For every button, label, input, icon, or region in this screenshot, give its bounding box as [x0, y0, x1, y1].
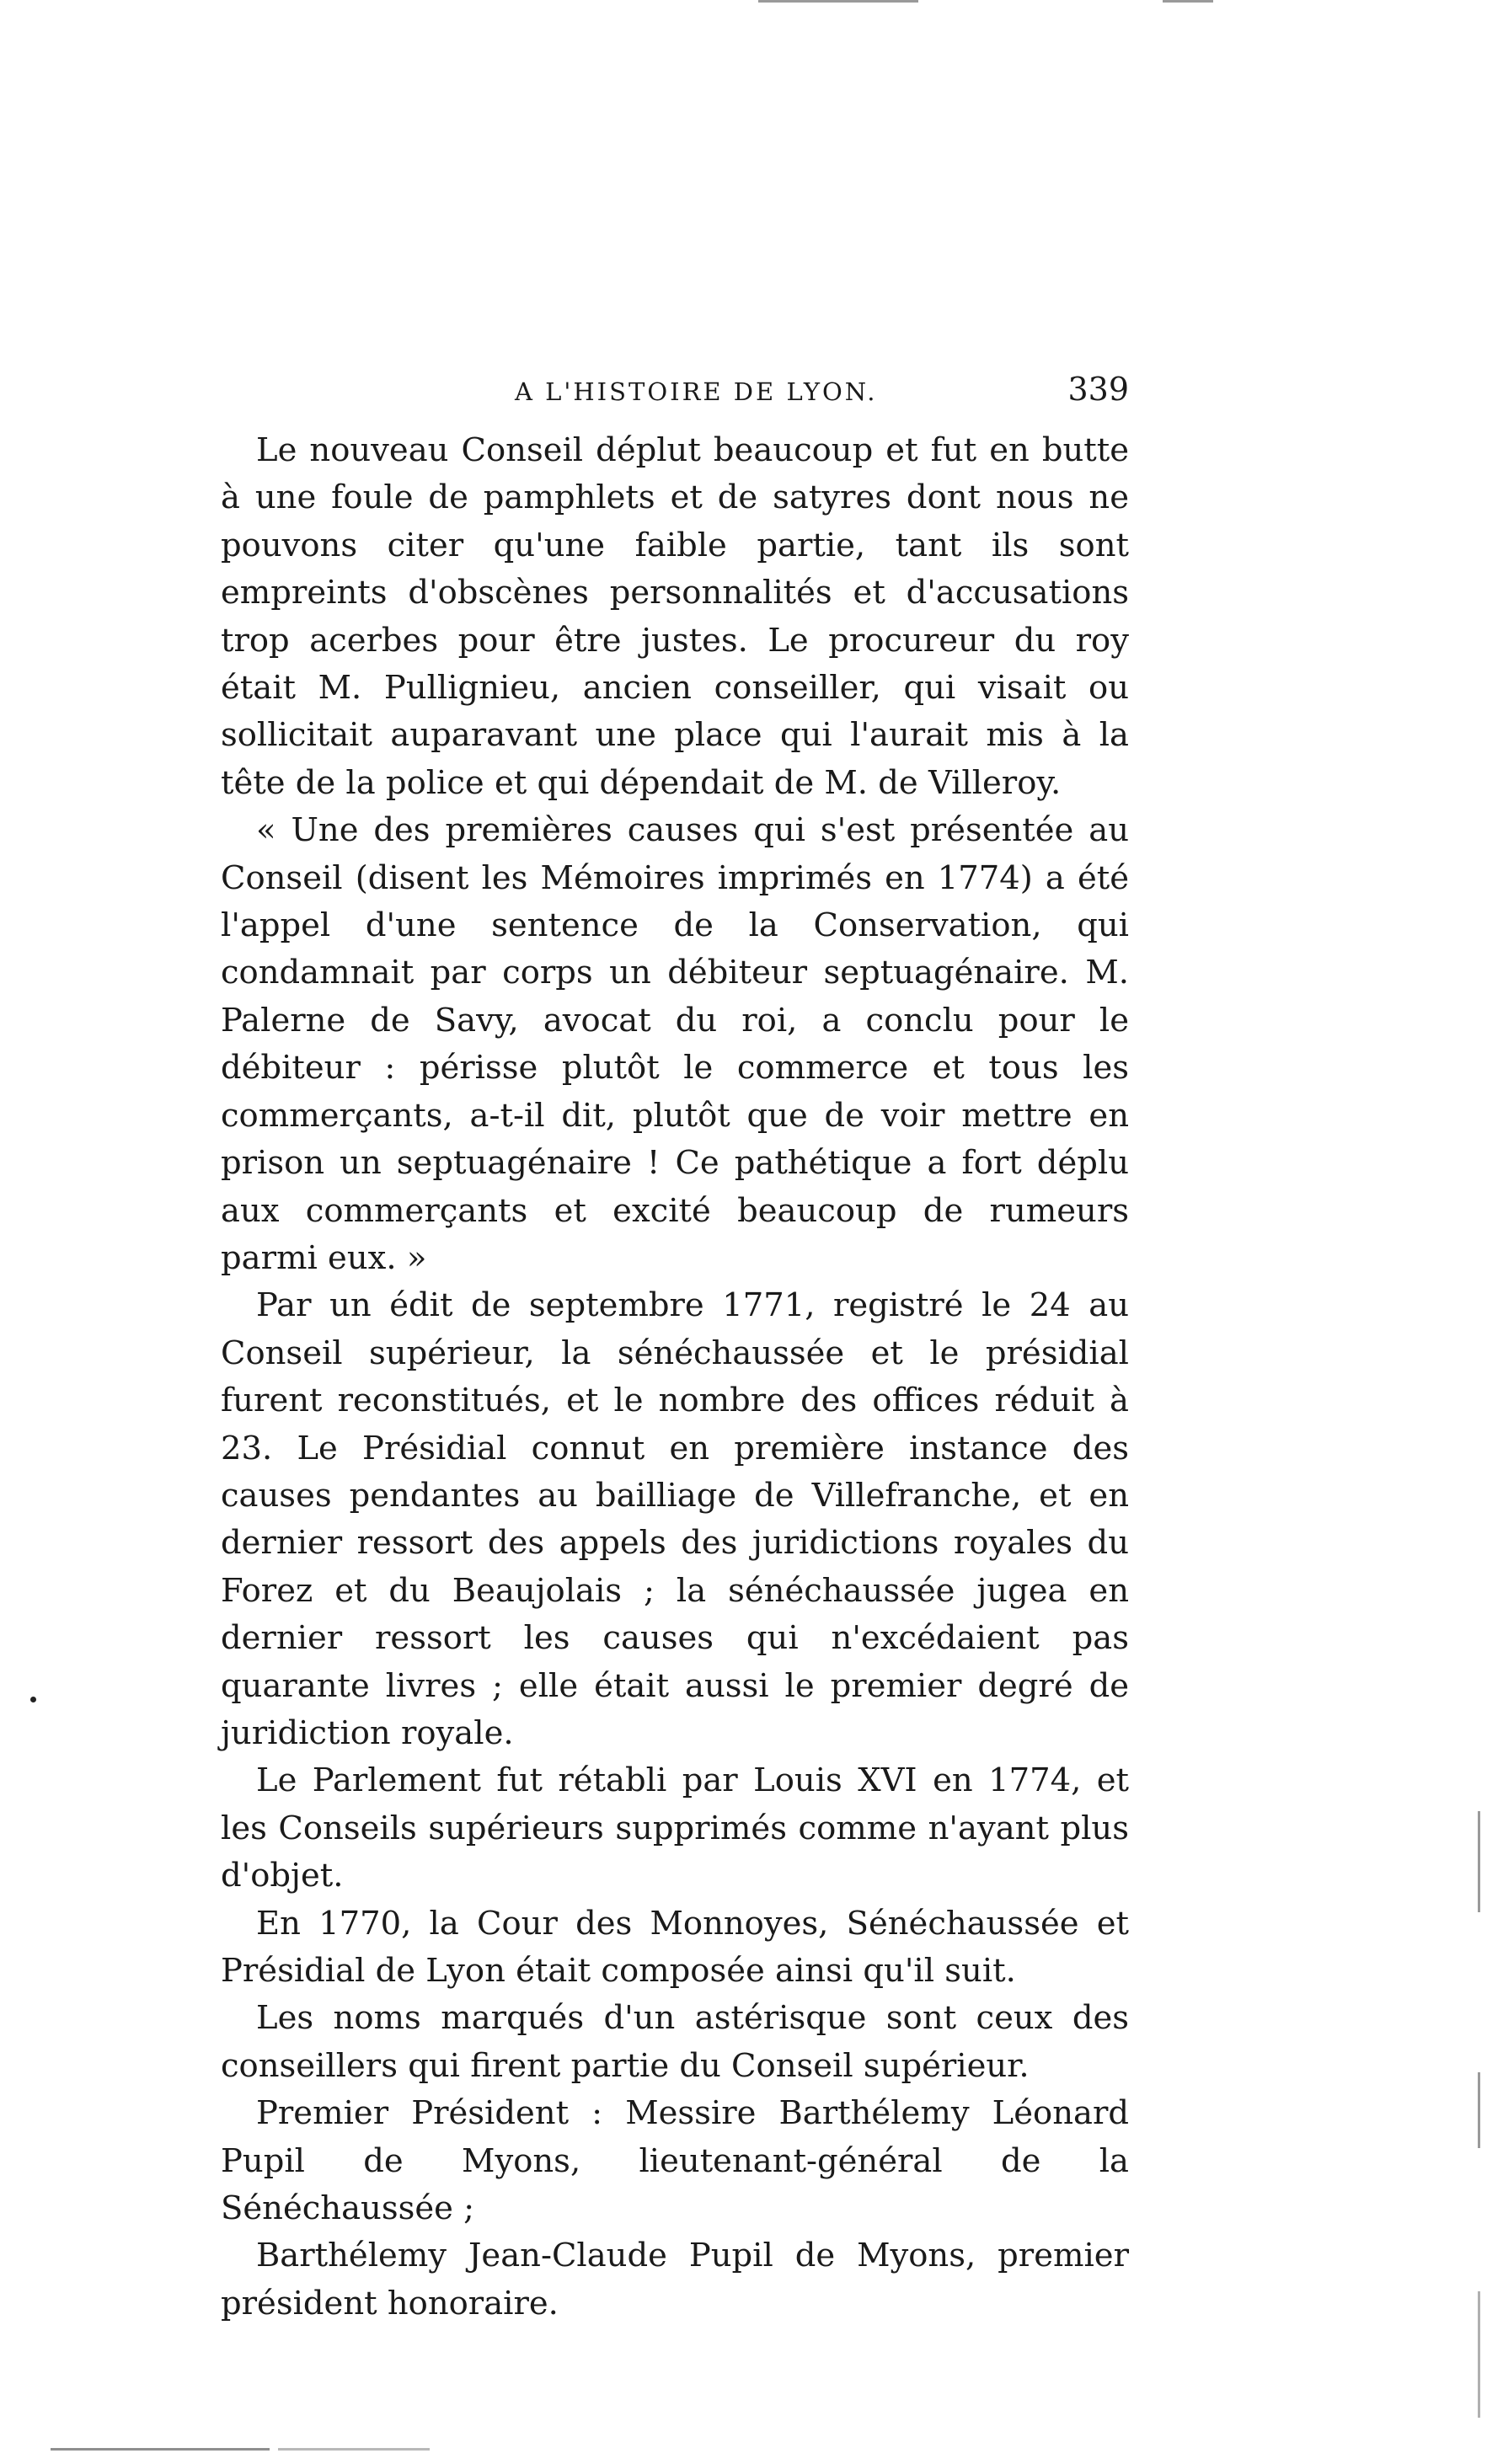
running-title: A L'HISTOIRE DE LYON. [515, 377, 878, 406]
paragraph: Barthélemy Jean-Claude Pupil de Myons, premier président honoraire. [221, 2237, 1129, 2322]
scan-speck [30, 1697, 36, 1702]
paragraph: Le nouveau Conseil déplut beaucoup et fut en butte à une foule de pamphlets et de satyres dont nous ne pouvons citer qu'une faible partie, tant ils sont empreints d'obscènes personnalités et d'accusations trop acerbes pour être justes. Le procureur du roy était M. Pullignieu, ancien conseiller, qui visait ou sollicitait auparavant une place qui l'aurait mis à la tête de la police et qui dépendait de M. de Villeroy. [221, 431, 1129, 802]
page-number: 339 [1067, 371, 1129, 408]
scan-edge-mark-bottom [278, 2448, 430, 2451]
paragraph: Par un édit de septembre 1771, registré le 24 au Conseil supérieur, la sénéchaussée et le présidial furent reconstitués, et le nombre des offices réduit à 23. Le Présidial connut en première instance des causes pendantes au bailliage de Villefranche, et en dernier ressort des appels des juridictions royales du Forez et du Beaujolais ; la sénéchaussée jugea en dernier ressort les causes qui n'excédaient pas quarante livres ; elle était aussi le premier degré de juridiction royale. [221, 1286, 1129, 1752]
scan-edge-mark-right [1478, 2072, 1480, 2148]
scan-edge-mark-right [1478, 1811, 1480, 1912]
scan-edge-mark-top [1163, 0, 1213, 3]
paragraph: « Une des premières causes qui s'est présentée au Conseil (disent les Mémoires imprimés en 1774) a été l'appel d'une sentence de la Conservation, qui condamnait par corps un débiteur septuagénaire. M. Palerne de Savy, avocat du roi, a conclu pour le débiteur : périsse plutôt le commerce et tous les commerçants, a-t-il dit, plutôt que de voir mettre en prison un septuagénaire ! Ce pathétique a fort déplu aux commerçants et excité beaucoup de rumeurs parmi eux. » [221, 811, 1129, 1277]
scan-edge-mark-right [1478, 2291, 1480, 2418]
running-head [515, 371, 1129, 413]
paragraph: En 1770, la Cour des Monnoyes, Sénéchaussée et Présidial de Lyon était composée ainsi qu'il suit. [221, 1904, 1129, 1990]
paragraph: Les noms marqués d'un astérisque sont ceux des conseillers qui firent partie du Conseil supérieur. [221, 1999, 1129, 2085]
scan-edge-mark-top [758, 0, 918, 3]
paragraph: Premier Président : Messire Barthélemy Léonard Pupil de Myons, lieutenant-général de la Sénéchaussée ; [221, 2094, 1129, 2228]
scan-edge-mark-bottom [51, 2448, 270, 2451]
paragraph: Le Parlement fut rétabli par Louis XVI en 1774, et les Conseils supérieurs supprimés comme n'ayant plus d'objet. [221, 1761, 1129, 1895]
body-text [221, 427, 1129, 2328]
